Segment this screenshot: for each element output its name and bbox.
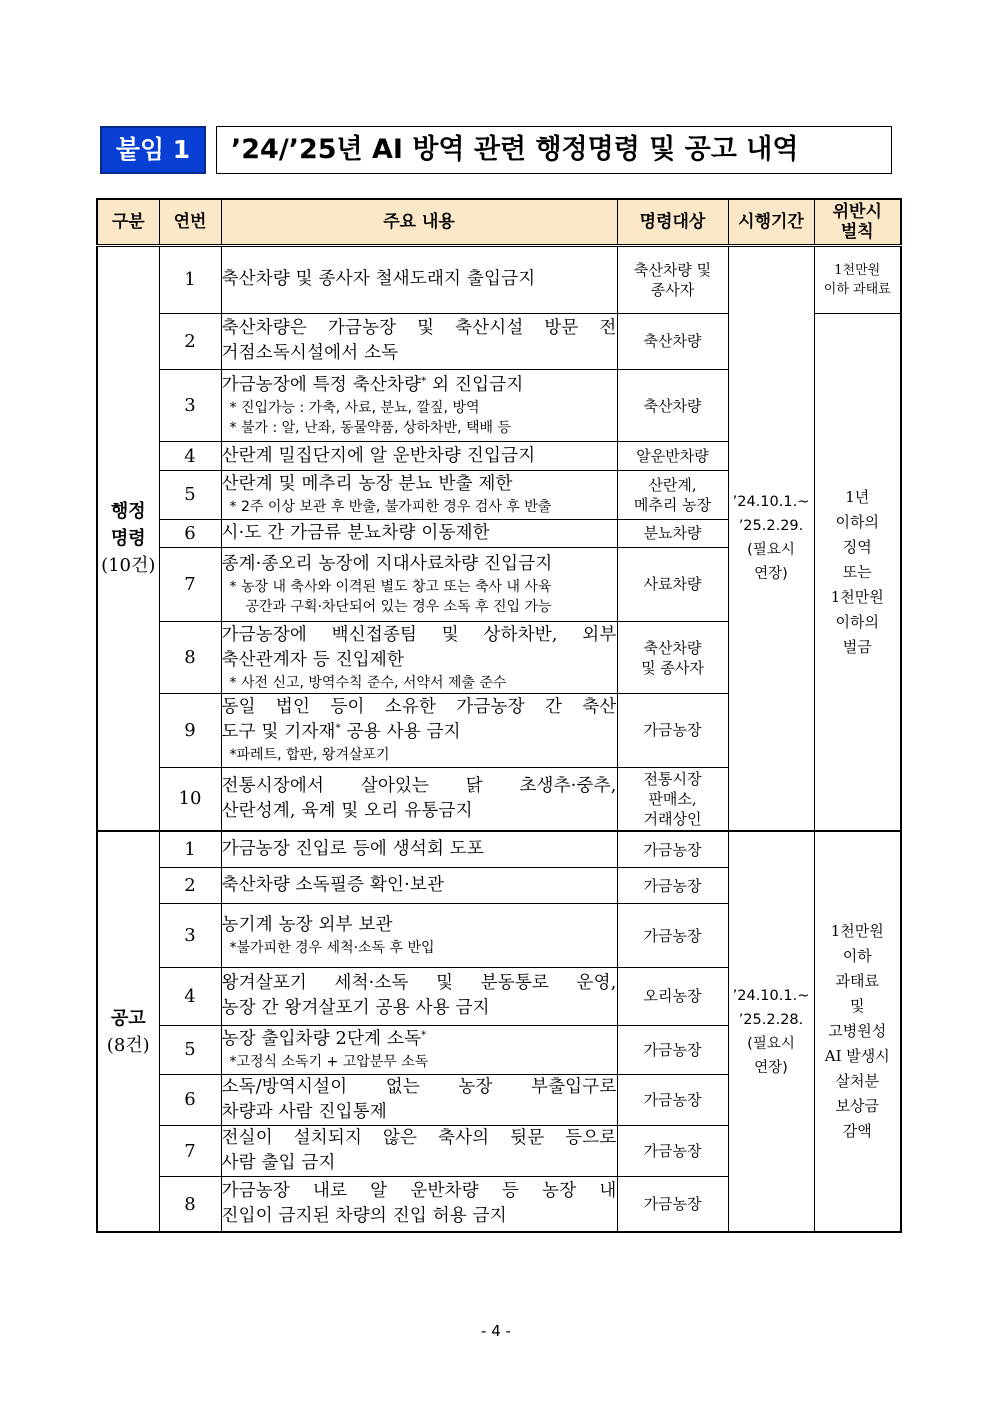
footnote-line: * 사전 신고, 방역수칙 준수, 서약서 제출 준수 bbox=[229, 674, 507, 691]
header-penalty: 위반시 벌칙 bbox=[814, 199, 901, 245]
content-line: 농장 간 왕겨살포기 공용 사용 금지 bbox=[221, 998, 490, 1019]
row-number: 6 bbox=[159, 1074, 221, 1125]
content-line bbox=[222, 720, 617, 745]
footnote-mark: * bbox=[421, 1030, 427, 1042]
row-number: 2 bbox=[159, 313, 221, 369]
content-line: 차량과 사람 진입통제 bbox=[221, 1101, 387, 1122]
target-cell: 가금농장 bbox=[617, 904, 728, 968]
group-admin bbox=[97, 245, 159, 831]
content-line: 전실이 설치되지 않은 축사의 뒷문 등으로 bbox=[221, 1128, 617, 1149]
footnote-mark: * bbox=[421, 376, 427, 388]
row-number: 10 bbox=[159, 767, 221, 831]
orders-table bbox=[96, 198, 902, 1233]
footnote bbox=[222, 577, 617, 617]
content-text: 도구 및 기자재 bbox=[221, 722, 336, 743]
row-number: 6 bbox=[159, 519, 221, 547]
content-cell bbox=[221, 968, 617, 1025]
row-number: 4 bbox=[159, 968, 221, 1025]
content-cell bbox=[221, 1125, 617, 1176]
content-text: 가금농장에 특정 축산차량 bbox=[221, 375, 422, 396]
header-content: 주요 내용 bbox=[221, 199, 617, 245]
row-number: 7 bbox=[159, 547, 221, 621]
target-cell: 축산차량 bbox=[617, 369, 728, 441]
row-number: 2 bbox=[159, 867, 221, 903]
attachment-badge: 붙임 1 bbox=[100, 126, 206, 174]
target-cell: 전통시장 판매소, 거래상인 bbox=[617, 767, 728, 831]
content-cell bbox=[221, 621, 617, 693]
target-cell: 가금농장 bbox=[617, 694, 728, 767]
target-cell: 가금농장 bbox=[617, 1177, 728, 1232]
content-cell bbox=[221, 767, 617, 831]
footnote-mark: * bbox=[335, 723, 341, 735]
content-text: 외 진입금지 bbox=[426, 375, 524, 396]
footnote-line: * 농장 내 축사와 이격된 별도 창고 또는 축사 내 사육 bbox=[229, 578, 552, 595]
row-number: 5 bbox=[159, 1025, 221, 1074]
content-line: 진입이 금지된 차량의 진입 허용 금지 bbox=[221, 1206, 507, 1227]
period-admin: ’24.10.1.~ ’25.2.29. (필요시 연장) bbox=[728, 245, 814, 831]
header-row bbox=[97, 199, 901, 245]
row-number: 8 bbox=[159, 621, 221, 693]
target-cell: 가금농장 bbox=[617, 1074, 728, 1125]
content-cell bbox=[221, 471, 617, 519]
content-line: 종계·종오리 농장에 지대사료차량 진입금지 bbox=[221, 553, 553, 574]
content-cell bbox=[221, 904, 617, 968]
target-cell: 산란계, 메추리 농장 bbox=[617, 471, 728, 519]
footnote bbox=[222, 497, 617, 517]
footnote-line: *파레트, 합판, 왕겨살포기 bbox=[229, 747, 390, 764]
table-body bbox=[97, 245, 901, 1232]
group-title: 행정 명령 bbox=[110, 500, 146, 549]
target-cell: 사료차량 bbox=[617, 547, 728, 621]
footnote-line: *고정식 소독기 + 고압분무 소독 bbox=[229, 1054, 429, 1071]
content-line: 농기계 농장 외부 보관 bbox=[221, 915, 393, 936]
content-text: 공용 사용 금지 bbox=[340, 722, 461, 743]
target-cell: 가금농장 bbox=[617, 831, 728, 867]
content-line: 축산차량은 가금농장 및 축산시설 방문 전 bbox=[221, 318, 617, 339]
row-number: 5 bbox=[159, 471, 221, 519]
content-cell bbox=[221, 1025, 617, 1074]
content-cell bbox=[221, 1177, 617, 1232]
content-cell bbox=[221, 867, 617, 903]
content-cell bbox=[221, 831, 617, 867]
content-cell bbox=[221, 547, 617, 621]
content-line: 전통시장에서 살아있는 닭 초생추·중추, bbox=[221, 775, 617, 796]
target-cell: 축산차량 및 종사자 bbox=[617, 621, 728, 693]
content-line: 왕겨살포기 세척·소독 및 분동통로 운영, bbox=[221, 973, 617, 994]
page-title: ’24/’25년 AI 방역 관련 행정명령 및 공고 내역 bbox=[216, 126, 892, 174]
footnote-line: 공간과 구획·차단되어 있는 경우 소독 후 진입 가능 bbox=[245, 598, 552, 615]
footnote bbox=[222, 673, 617, 693]
group-title: 공고 bbox=[110, 1007, 146, 1029]
header-number: 연번 bbox=[159, 199, 221, 245]
content-cell bbox=[221, 313, 617, 369]
footnote bbox=[222, 938, 617, 958]
footnote-line: * 불가 : 알, 난좌, 동물약품, 상하차반, 택배 등 bbox=[229, 420, 512, 437]
target-cell: 축산차량 bbox=[617, 313, 728, 369]
content-line: 산란계 밀집단지에 알 운반차량 진입금지 bbox=[221, 445, 536, 466]
target-cell: 가금농장 bbox=[617, 1025, 728, 1074]
footnote bbox=[222, 398, 617, 438]
penalty-fine: 1천만원 이하 과태료 bbox=[814, 245, 901, 313]
content-line: 거점소독시설에서 소독 bbox=[221, 343, 399, 364]
row-number: 1 bbox=[159, 245, 221, 313]
target-cell: 축산차량 및 종사자 bbox=[617, 245, 728, 313]
table-row bbox=[97, 831, 901, 867]
row-number: 3 bbox=[159, 369, 221, 441]
table-row bbox=[97, 245, 901, 313]
target-cell: 알운반차량 bbox=[617, 442, 728, 471]
content-line: 동일 법인 등이 소유한 가금농장 간 축산 bbox=[221, 697, 617, 718]
penalty-imprisonment: 1년 이하의 징역 또는 1천만원 이하의 벌금 bbox=[814, 313, 901, 831]
row-number: 4 bbox=[159, 442, 221, 471]
content-line bbox=[222, 373, 617, 398]
content-text: 농장 출입차량 2단계 소독 bbox=[221, 1029, 422, 1050]
penalty-notice: 1천만원 이하 과태료 및 고병원성 AI 발생시 살처분 보상금 감액 bbox=[814, 831, 901, 1232]
page-number: - 4 - bbox=[481, 1322, 511, 1340]
content-line: 가금농장에 백신접종팀 및 상하차반, 외부 bbox=[221, 624, 617, 645]
content-line: 소독/방역시설이 없는 농장 부출입구로 bbox=[221, 1076, 617, 1097]
group-notice bbox=[97, 831, 159, 1232]
content-line: 산란성계, 육계 및 오리 유통금지 bbox=[221, 800, 473, 821]
content-cell bbox=[221, 369, 617, 441]
period-notice: ’24.10.1.~ ’25.2.28. (필요시 연장) bbox=[728, 831, 814, 1232]
footnote-line: * 2주 이상 보관 후 반출, 불가피한 경우 검사 후 반출 bbox=[229, 499, 552, 516]
target-cell: 가금농장 bbox=[617, 1125, 728, 1176]
content-cell bbox=[221, 1074, 617, 1125]
header-category: 구분 bbox=[97, 199, 159, 245]
content-line: 축산관계자 등 진입제한 bbox=[221, 649, 405, 670]
content-cell bbox=[221, 519, 617, 547]
content-cell bbox=[221, 694, 617, 767]
content-cell bbox=[221, 245, 617, 313]
content-line bbox=[222, 1027, 617, 1052]
group-count: (10건) bbox=[101, 554, 156, 576]
group-count: (8건) bbox=[106, 1034, 150, 1056]
content-line: 가금농장 진입로 등에 생석회 도포 bbox=[221, 839, 485, 860]
row-number: 1 bbox=[159, 831, 221, 867]
header-target: 명령대상 bbox=[617, 199, 728, 245]
target-cell: 오리농장 bbox=[617, 968, 728, 1025]
row-number: 3 bbox=[159, 904, 221, 968]
target-cell: 분뇨차량 bbox=[617, 519, 728, 547]
footnote-line: *불가피한 경우 세척·소독 후 반입 bbox=[229, 940, 435, 957]
footnote-line: * 진입가능 : 가축, 사료, 분뇨, 깔짚, 방역 bbox=[229, 400, 480, 417]
row-number: 8 bbox=[159, 1177, 221, 1232]
target-cell: 가금농장 bbox=[617, 867, 728, 903]
row-number: 7 bbox=[159, 1125, 221, 1176]
content-line: 산란계 및 메추리 농장 분뇨 반출 제한 bbox=[221, 474, 513, 495]
content-line: 시·도 간 가금류 분뇨차량 이동제한 bbox=[221, 522, 490, 543]
content-line: 축산차량 및 종사자 철새도래지 출입금지 bbox=[221, 269, 536, 290]
footnote bbox=[222, 1052, 617, 1072]
content-cell bbox=[221, 442, 617, 471]
header-period: 시행기간 bbox=[728, 199, 814, 245]
footnote bbox=[222, 745, 617, 765]
content-line: 축산차량 소독필증 확인·보관 bbox=[221, 875, 445, 895]
content-line: 가금농장 내로 알 운반차량 등 농장 내 bbox=[221, 1181, 617, 1202]
row-number: 9 bbox=[159, 694, 221, 767]
content-line: 사람 출입 금지 bbox=[221, 1153, 336, 1174]
